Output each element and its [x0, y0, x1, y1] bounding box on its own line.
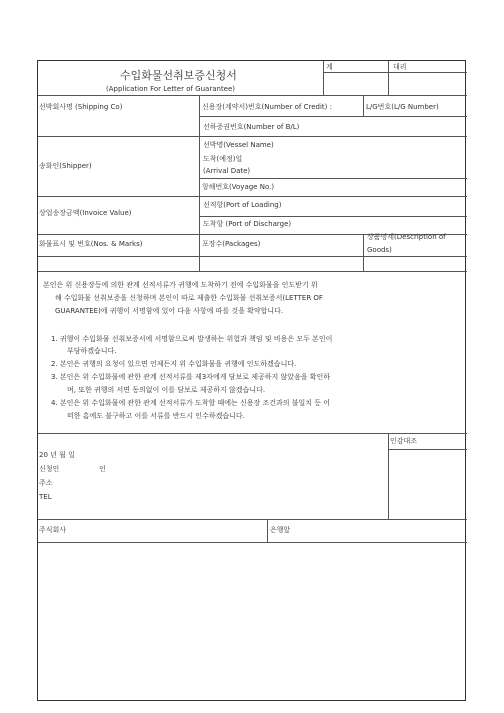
declaration-item-4: 4. 본인은 위 수입화물에 관한 관계 선적서류가 도착할 때에는 신용장 조건과의 불일치 등 어 [51, 399, 331, 407]
rule [199, 216, 467, 217]
date-line: 20 년 월 일 [39, 451, 75, 459]
packages-label: 포장수(Packages) [202, 240, 261, 248]
form-title: 수입화물선취보증신청서 [120, 69, 237, 82]
invoice-value-label: 상업송장금액(Invoice Value) [39, 209, 132, 217]
nos-marks-label: 화물표시 및 번호(Nos. & Marks) [39, 240, 143, 248]
rule [323, 72, 467, 73]
approval-col-2: 대리 [393, 63, 407, 71]
rule [38, 542, 467, 543]
bank-label: 은행앞 [270, 526, 291, 534]
declaration-intro-1: 본인은 위 신용장등에 의한 관계 선적서류가 귀행에 도착하기 전에 수입화물을 인도받기 위 [43, 281, 318, 289]
rule [199, 95, 200, 271]
bl-no-label: 선하증권번호(Number of B/L) [203, 123, 300, 131]
arrival-date-label: 도착(예정)일 [203, 155, 243, 163]
declaration-item-1: 1. 귀행이 수입화물 선취보증서에 서명함으로써 발생하는 위험과 책임 및 비용은 모두 본인이 [51, 335, 333, 343]
vessel-name-label: 선박명(Vessel Name) [203, 141, 274, 149]
rule [38, 433, 467, 434]
voyage-no-label: 항해번호(Voyage No.) [202, 183, 275, 191]
rule [199, 116, 467, 117]
rule [38, 136, 467, 137]
rule [323, 61, 324, 95]
declaration-item-3b: 며, 또한 귀행의 서면 동의없이 이를 담보로 제공하지 않겠습니다. [67, 386, 266, 394]
seal-mark: 인 [99, 465, 106, 473]
description-of-goods-label-2: Goods) [367, 246, 392, 254]
tel-label: TEL [39, 493, 52, 501]
port-loading-label: 선적항(Port of Loading) [203, 201, 282, 209]
rule [38, 519, 467, 520]
rule [38, 196, 467, 197]
rule [199, 178, 467, 179]
declaration-intro-3: GUARANTEE)에 귀행이 서명함에 있어 다음 사항에 따를 것을 확약합니다. [55, 307, 284, 315]
port-discharge-label: 도착항 (Port of Discharge) [203, 220, 292, 228]
declaration-item-2: 2. 본인은 귀행의 요청이 있으면 언제든지 위 수입화물을 귀행에 인도하겠습니다. [51, 360, 297, 368]
declaration-item-1b: 부담하겠습니다. [67, 347, 117, 355]
shipper-label: 송화인(Shipper) [39, 162, 92, 170]
rule [38, 256, 467, 257]
arrival-date-label-en: (Arrival Date) [203, 167, 251, 175]
applicant-label: 신청인 [39, 465, 60, 473]
rule [38, 271, 467, 272]
credit-no-label: 신용장(계약서)번호(Number of Credit) : [202, 103, 332, 111]
declaration-item-4b: 떠한 흠에도 불구하고 이를 서류를 반드시 인수하겠습니다. [67, 412, 245, 420]
application-form [37, 60, 466, 701]
description-of-goods-label: 상품명세(Description of [367, 233, 446, 241]
rule [388, 61, 389, 95]
company-label: 주식회사 [39, 526, 67, 534]
rule [267, 519, 268, 542]
shipping-co-label: 선박회사명 (Shipping Co) [39, 103, 123, 111]
rule [363, 234, 364, 271]
declaration-item-3: 3. 본인은 위 수입화물에 관한 관계 선적서류를 제3자에게 담보로 제공하지 않았음을 확인하 [51, 373, 331, 381]
rule [363, 95, 364, 116]
address-label: 주소 [39, 479, 53, 487]
lg-no-label: L/G번호(L/G Number) [366, 103, 439, 111]
declaration-intro-2: 해 수입화물 선취보증을 신청하며 본인이 따로 제출한 수입화물 선취보증서(LETTER OF [55, 294, 323, 302]
rule [388, 433, 389, 519]
rule [38, 95, 467, 96]
seal-check-label: 인감대조 [390, 437, 418, 445]
approval-col-1: 계 [326, 63, 333, 71]
rule [388, 449, 467, 450]
form-subtitle: (Application For Letter of Guarantee) [106, 85, 236, 93]
